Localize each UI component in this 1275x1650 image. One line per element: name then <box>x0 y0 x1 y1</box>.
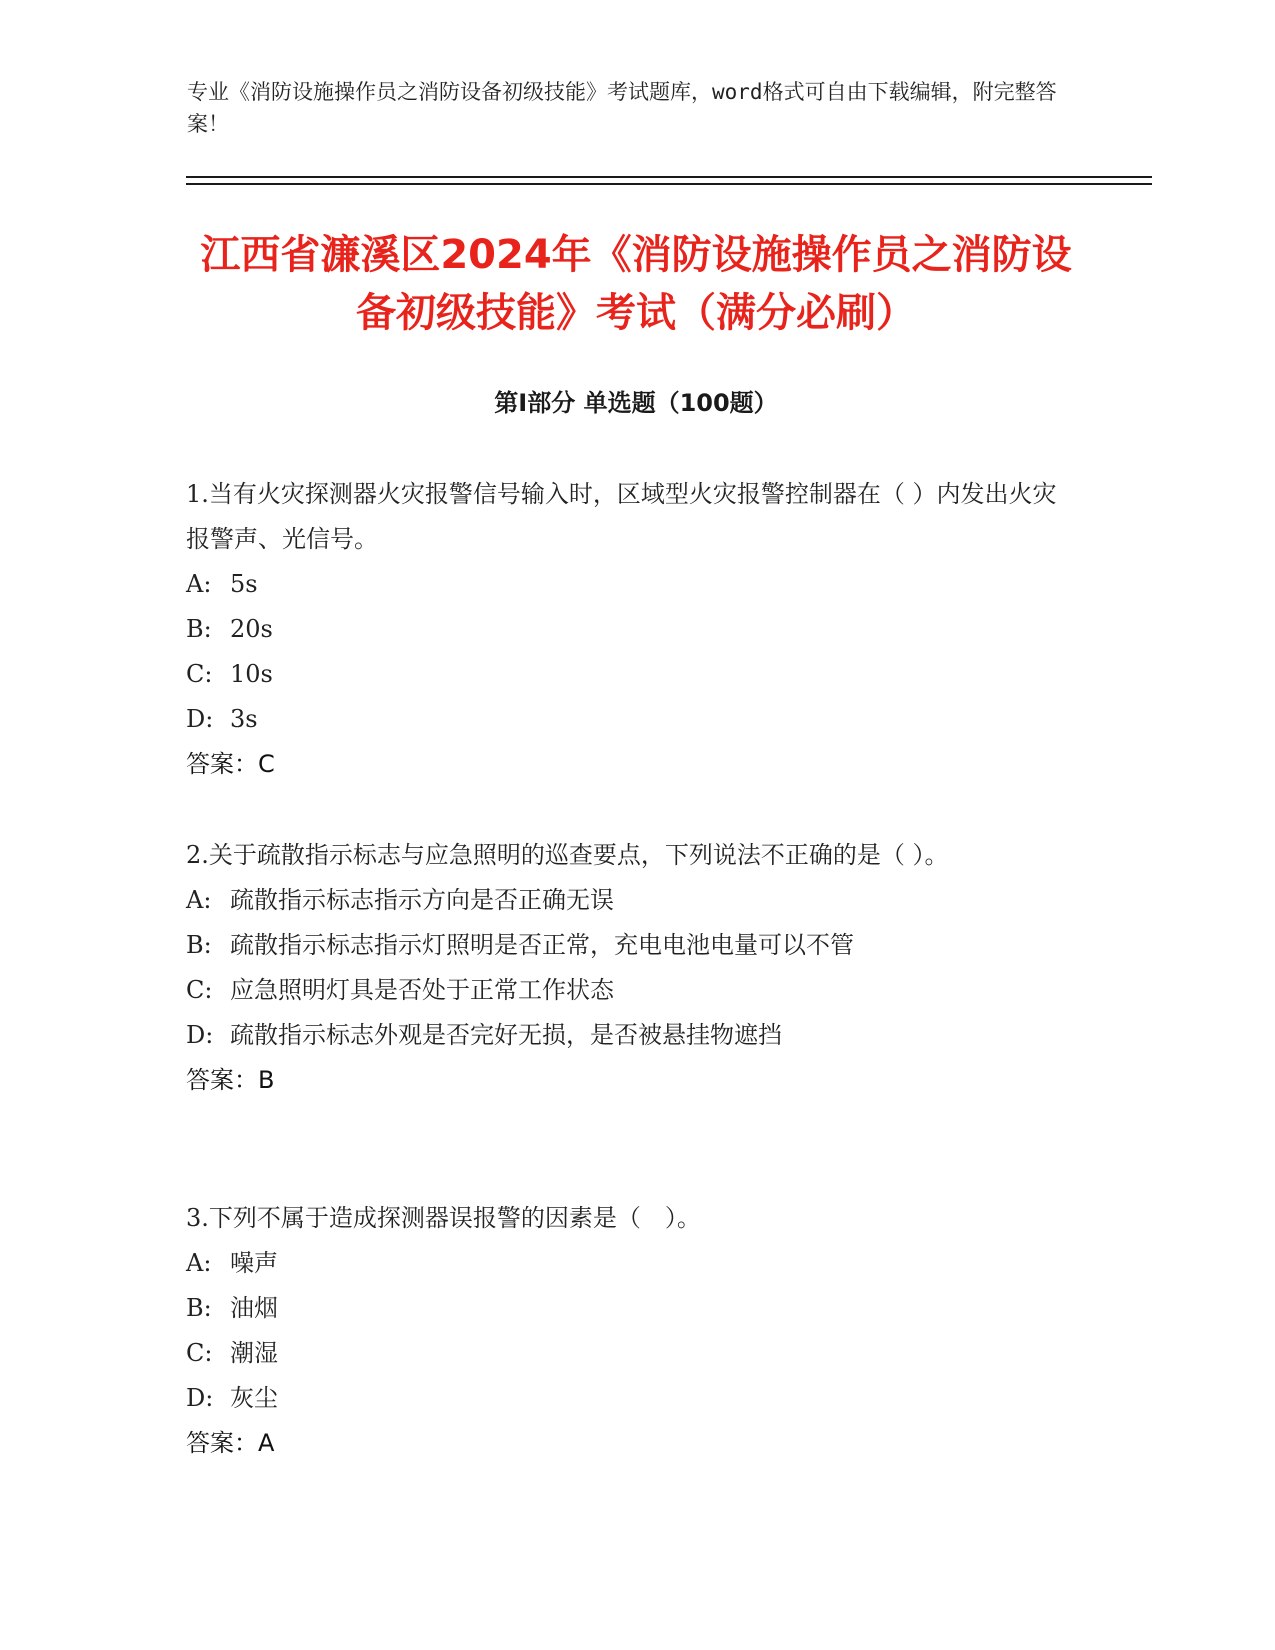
question-stem: 1.当有火灾探测器火灾报警信号输入时，区域型火灾报警控制器在（ ）内发出火灾报警声、光信号。 <box>186 480 1057 553</box>
option-letter: A: <box>186 1249 212 1277</box>
question-1 <box>186 472 1066 787</box>
option-b <box>186 1286 1066 1331</box>
option-text: 噪声 <box>230 1249 278 1277</box>
answer: 答案：B <box>186 1066 275 1094</box>
option-a <box>186 878 1066 923</box>
option-text: 应急照明灯具是否处于正常工作状态 <box>230 976 614 1004</box>
option-text: 疏散指示标志指示灯照明是否正常，充电电池电量可以不管 <box>230 931 854 959</box>
option-letter: B: <box>186 931 212 959</box>
option-letter: D: <box>186 705 214 733</box>
option-letter: B: <box>186 615 212 643</box>
option-text: 5s <box>230 570 258 598</box>
header-rule-bottom <box>186 183 1152 185</box>
option-text: 潮湿 <box>230 1339 278 1367</box>
document-title: 江西省濂溪区2024年《消防设施操作员之消防设备初级技能》考试（满分必刷） <box>200 232 1072 336</box>
section-title: 第Ⅰ部分 单选题（100题） <box>494 389 778 417</box>
option-letter: C: <box>186 660 213 688</box>
option-letter: B: <box>186 1294 212 1322</box>
option-letter: C: <box>186 976 213 1004</box>
header-rule-top <box>186 176 1152 178</box>
option-letter: A: <box>186 886 212 914</box>
option-text: 20s <box>230 615 273 643</box>
answer: 答案：C <box>186 750 275 778</box>
answer: 答案：A <box>186 1429 275 1457</box>
option-letter: A: <box>186 570 212 598</box>
option-d <box>186 1013 1066 1058</box>
header-note: 专业《消防设施操作员之消防设备初级技能》考试题库，word格式可自由下载编辑，附完整答案！ <box>187 80 1057 136</box>
option-c <box>186 968 1066 1013</box>
option-text: 10s <box>230 660 273 688</box>
option-c <box>186 1331 1066 1376</box>
option-a <box>186 1241 1066 1286</box>
option-d <box>186 1376 1066 1421</box>
question-2 <box>186 833 1066 1103</box>
option-text: 疏散指示标志外观是否完好无损，是否被悬挂物遮挡 <box>230 1021 782 1049</box>
option-text: 油烟 <box>230 1294 278 1322</box>
question-stem: 2.关于疏散指示标志与应急照明的巡查要点，下列说法不正确的是（ ）。 <box>186 841 949 869</box>
option-text: 灰尘 <box>230 1384 278 1412</box>
option-b <box>186 607 1066 652</box>
option-letter: D: <box>186 1384 214 1412</box>
option-b <box>186 923 1066 968</box>
option-c <box>186 652 1066 697</box>
option-letter: D: <box>186 1021 214 1049</box>
option-a <box>186 562 1066 607</box>
option-d <box>186 697 1066 742</box>
option-letter: C: <box>186 1339 213 1367</box>
option-text: 3s <box>230 705 258 733</box>
question-stem: 3.下列不属于造成探测器误报警的因素是（ ）。 <box>186 1204 701 1232</box>
question-3 <box>186 1196 1066 1466</box>
option-text: 疏散指示标志指示方向是否正确无误 <box>230 886 614 914</box>
